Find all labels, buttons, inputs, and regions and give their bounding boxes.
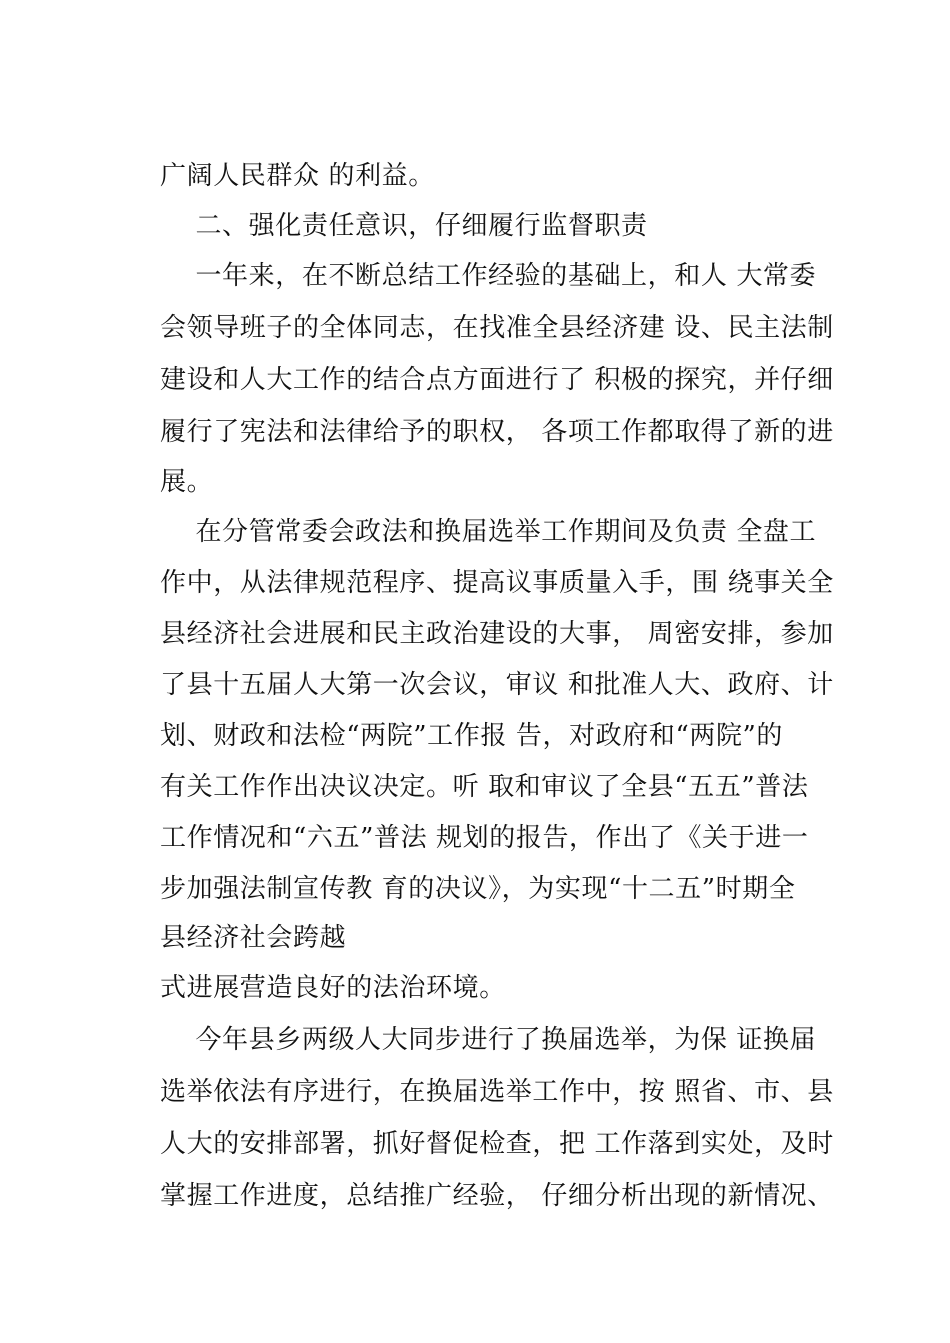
text-line: 了县十五届人大第一次会议，审议 和批准人大、政府、计 xyxy=(160,670,834,700)
text-line: 一年来，在不断总结工作经验的基础上，和人 大常委 xyxy=(160,261,817,291)
text-line: 广阔人民群众 的利益。 xyxy=(160,161,435,191)
text-line: 县经济社会进展和民主政治建设的大事， 周密安排，参加 xyxy=(160,619,834,649)
text-line: 履行了宪法和法律给予的职权， 各项工作都取得了新的进 xyxy=(160,417,834,447)
text-line: 工作情况和“六五”普法 规划的报告，作出了《关于进一 xyxy=(160,823,809,853)
text-line: 掌握工作进度，总结推广经验， 仔细分析出现的新情况、 xyxy=(160,1181,834,1211)
text-line: 在分管常委会政法和换届选举工作期间及负责 全盘工 xyxy=(160,517,817,547)
text-line: 会领导班子的全体同志，在找准全县经济建 设、民主法制 xyxy=(160,313,834,343)
text-line: 作中，从法律规范程序、提高议事质量入手，围 绕事关全 xyxy=(160,568,834,598)
text-line: 展。 xyxy=(160,467,214,497)
text-line: 划、财政和法检“两院”工作报 告，对政府和“两院”的 xyxy=(160,721,784,751)
text-line: 人大的安排部署，抓好督促检查，把 工作落到实处，及时 xyxy=(160,1129,834,1159)
text-line: 式进展营造良好的法治环境。 xyxy=(160,973,506,1003)
text-line: 步加强法制宣传教 育的决议》，为实现“十二五”时期全 xyxy=(160,874,796,904)
text-line: 建设和人大工作的结合点方面进行了 积极的探究，并仔细 xyxy=(160,365,834,395)
section-heading: 二、强化责任意识，仔细履行监督职责 xyxy=(160,211,648,241)
text-line: 县经济社会跨越 xyxy=(160,923,347,953)
text-line: 选举依法有序进行，在换届选举工作中，按 照省、市、县 xyxy=(160,1077,834,1107)
text-line: 今年县乡两级人大同步进行了换届选举，为保 证换届 xyxy=(160,1025,817,1055)
text-line: 有关工作作出决议决定。听 取和审议了全县“五五”普法 xyxy=(160,772,809,802)
